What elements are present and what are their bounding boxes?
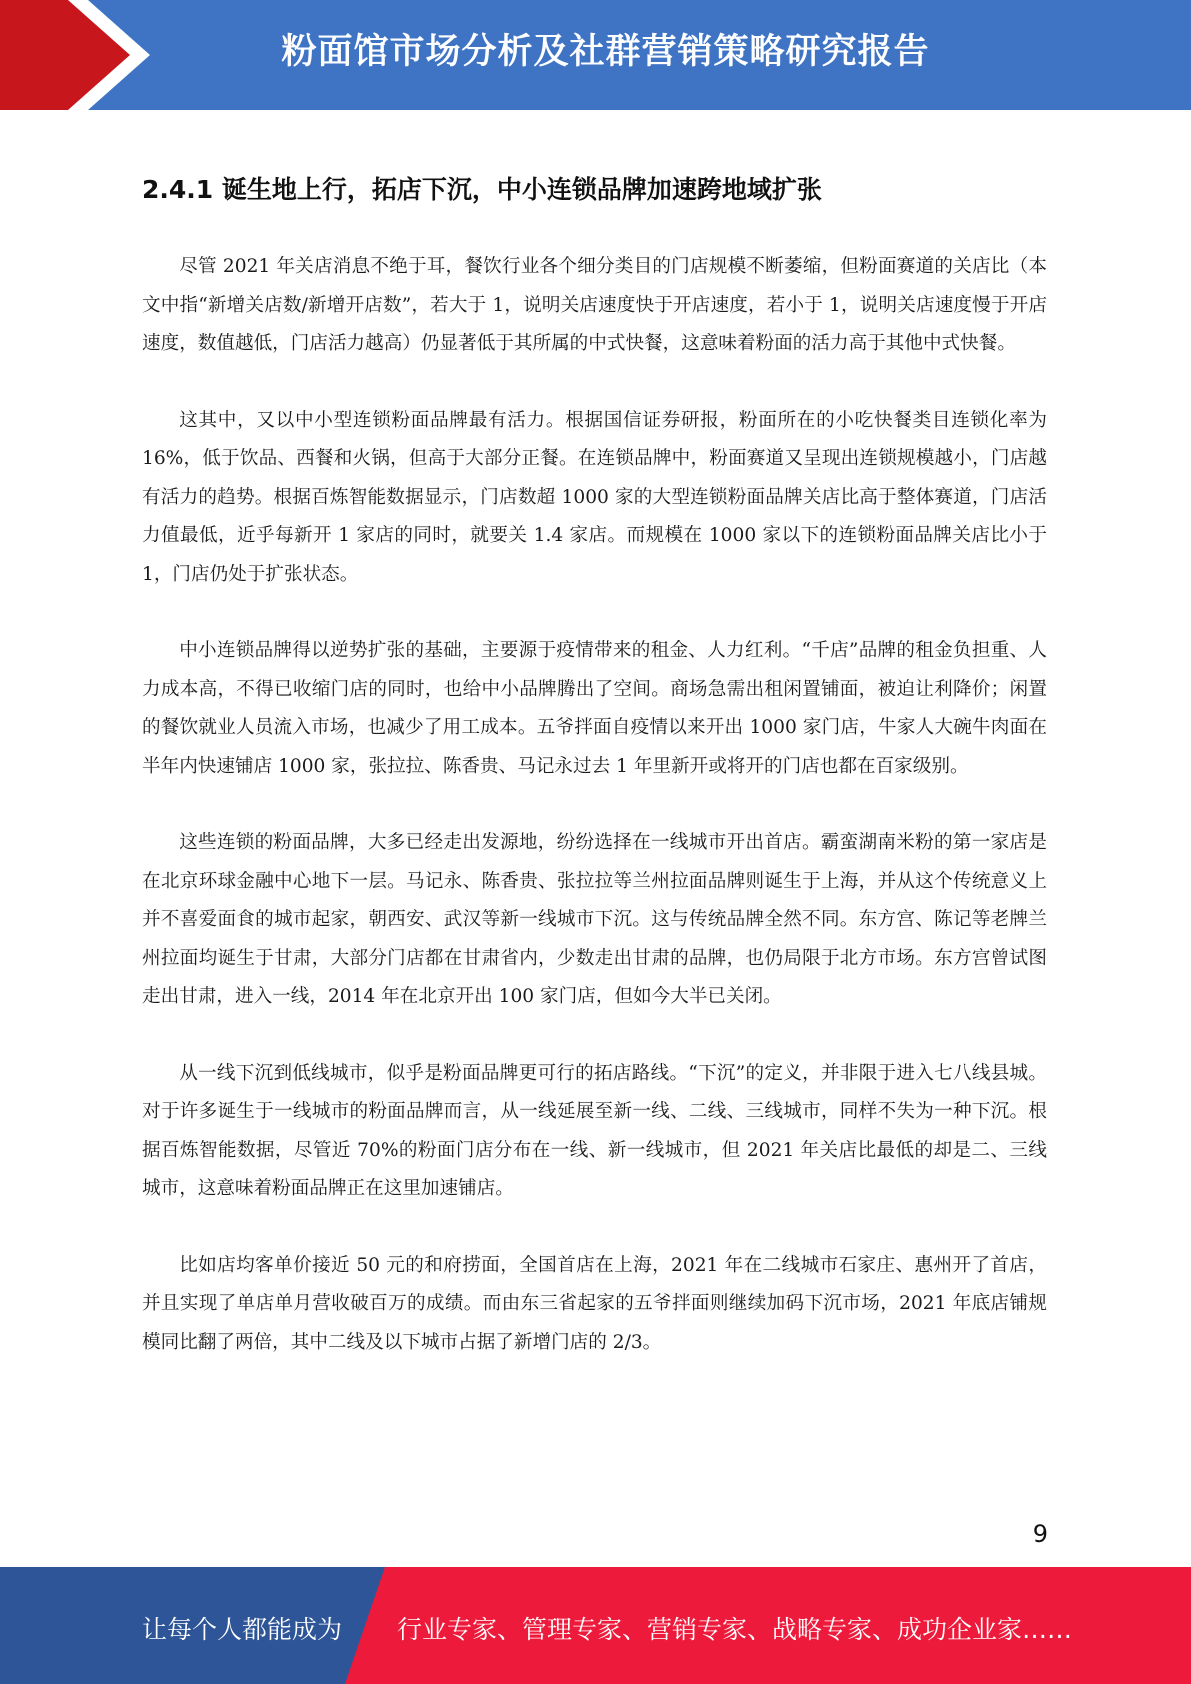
footer-slogan-right: 行业专家、管理专家、营销专家、战略专家、成功企业家……	[397, 1615, 1073, 1644]
section-heading: 2.4.1 诞生地上行，拓店下沉，中小连锁品牌加速跨地域扩张	[142, 175, 822, 204]
footer-slogan-left: 让每个人都能成为	[142, 1615, 343, 1644]
paragraph: 这些连锁的粉面品牌，大多已经走出发源地，纷纷选择在一线城市开出首店。霸蛮湖南米粉的第一家店是在北京环球金融中心地下一层。马记永、陈香贵、张拉拉等兰州拉面品牌则诞生于上海，并从这个传统意义上并不喜爱面食的城市起家，朝西安、武汉等新一线城市下沉。这与传统品牌全然不同。东方宫、陈记等老牌兰州拉面均诞生于甘肃，大部分门店都在甘肃省内，少数走出甘肃的品牌，也仍局限于北方市场。东方宫曾试图走出甘肃，进入一线，2014 年在北京开出 100 家门店，但如今大半已关闭。	[142, 832, 1047, 1007]
body-text	[142, 248, 1047, 1400]
paragraph: 从一线下沉到低线城市，似乎是粉面品牌更可行的拓店路线。“下沉”的定义，并非限于进入七八线县城。对于许多诞生于一线城市的粉面品牌而言，从一线延展至新一线、二线、三线城市，同样不失为一种下沉。根据百炼智能数据，尽管近 70%的粉面门店分布在一线、新一线城市，但 2021 年关店比最低的却是二、三线城市，这意味着粉面品牌正在这里加速铺店。	[142, 1062, 1047, 1199]
page-number: 9	[1032, 1520, 1048, 1548]
paragraph: 这其中，又以中小型连锁粉面品牌最有活力。根据国信证券研报，粉面所在的小吃快餐类目连锁化率为 16%，低于饮品、西餐和火锅，但高于大部分正餐。在连锁品牌中，粉面赛道又呈现出连锁规模越小，门店越有活力的趋势。根据百炼智能数据显示，门店数超 1000 家的大型连锁粉面品牌关店比高于整体赛道，门店活力值最低，近乎每新开 1 家店的同时，就要关 1.4 家店。而规模在 1000 家以下的连锁粉面品牌关店比小于 1，门店仍处于扩张状态。	[142, 409, 1047, 585]
page-header	[0, 0, 1191, 110]
paragraph: 中小连锁品牌得以逆势扩张的基础，主要源于疫情带来的租金、人力红利。“千店”品牌的租金负担重、人力成本高，不得已收缩门店的同时，也给中小品牌腾出了空间。商场急需出租闲置铺面，被迫让利降价；闲置的餐饮就业人员流入市场，也减少了用工成本。五爷拌面自疫情以来开出 1000 家门店，牛家人大碗牛肉面在半年内快速铺店 1000 家，张拉拉、陈香贵、马记永过去 1 年里新开或将开的门店也都在百家级别。	[142, 640, 1047, 777]
report-title: 粉面馆市场分析及社群营销策略研究报告	[281, 32, 930, 72]
page-footer	[0, 1567, 1191, 1684]
paragraph: 尽管 2021 年关店消息不绝于耳，餐饮行业各个细分类目的门店规模不断萎缩，但粉面赛道的关店比（本文中指“新增关店数/新增开店数”，若大于 1，说明关店速度快于开店速度，若小于 1，说明关店速度慢于开店速度，数值越低，门店活力越高）仍显著低于其所属的中式快餐，这意味着粉面的活力高于其他中式快餐。	[142, 256, 1047, 354]
paragraph: 比如店均客单价接近 50 元的和府捞面，全国首店在上海，2021 年在二线城市石家庄、惠州开了首店，并且实现了单店单月营收破百万的成绩。而由东三省起家的五爷拌面则继续加码下沉市场，2021 年底店铺规模同比翻了两倍，其中二线及以下城市占据了新增门店的 2/3。	[142, 1254, 1047, 1353]
